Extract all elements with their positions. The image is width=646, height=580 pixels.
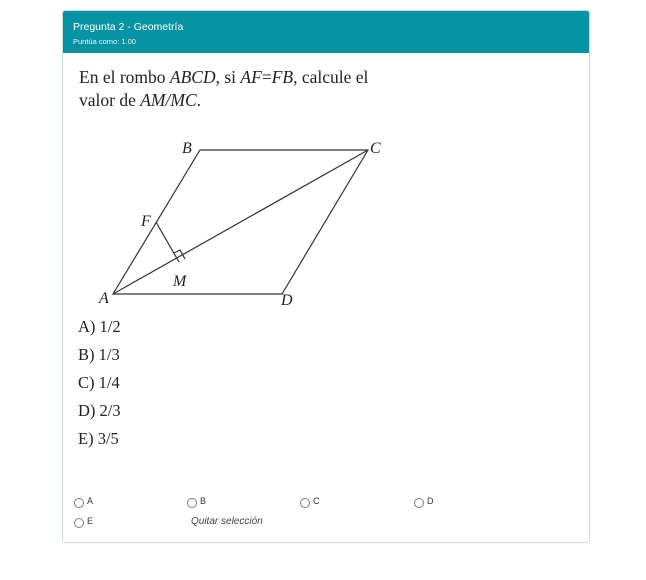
radio-e[interactable] bbox=[74, 518, 84, 528]
segment-fm bbox=[156, 222, 179, 262]
radio-label-a[interactable]: A bbox=[87, 496, 94, 506]
problem-text: En el rombo bbox=[79, 67, 170, 87]
vertex-label-f: F bbox=[141, 213, 151, 230]
problem-ratio: AM/MC bbox=[140, 90, 197, 110]
vertex-label-b: B bbox=[182, 140, 192, 157]
rhombus-figure bbox=[93, 133, 413, 323]
problem-segment-af: AF bbox=[240, 67, 262, 87]
vertex-label-c: C bbox=[370, 140, 381, 157]
answer-e[interactable] bbox=[74, 518, 93, 528]
radio-label-b[interactable]: B bbox=[200, 496, 207, 506]
problem-text: . bbox=[196, 90, 201, 110]
question-title: Pregunta 2 - Geometría bbox=[73, 21, 184, 33]
problem-statement bbox=[79, 66, 459, 112]
option-e: E) 3/5 bbox=[78, 429, 119, 448]
question-score: Puntúa como: 1.00 bbox=[73, 37, 136, 46]
answer-a[interactable] bbox=[74, 498, 93, 508]
radio-label-e[interactable]: E bbox=[87, 516, 94, 526]
problem-segment-fb: FB bbox=[271, 67, 294, 87]
radio-c[interactable] bbox=[300, 498, 310, 508]
problem-equals: = bbox=[261, 67, 272, 87]
option-a: A) 1/2 bbox=[78, 317, 121, 336]
diagonal-ac bbox=[113, 150, 368, 294]
radio-a[interactable] bbox=[74, 498, 84, 508]
point-label-m: M bbox=[173, 273, 187, 290]
option-b: B) 1/3 bbox=[78, 345, 120, 364]
problem-rhombus-name: ABCD bbox=[169, 67, 216, 87]
clear-selection-link[interactable]: Quitar selección bbox=[191, 516, 263, 527]
option-c: C) 1/4 bbox=[78, 373, 120, 392]
vertex-label-a: A bbox=[99, 290, 109, 307]
radio-label-d[interactable]: D bbox=[427, 496, 434, 506]
problem-text: , calcule el bbox=[293, 67, 369, 87]
vertex-label-d: D bbox=[281, 292, 293, 309]
problem-text: , si bbox=[215, 67, 241, 87]
answer-c[interactable] bbox=[300, 498, 320, 508]
problem-text: valor de bbox=[79, 90, 141, 110]
question-header bbox=[63, 11, 589, 53]
answer-d[interactable] bbox=[414, 498, 434, 508]
option-d: D) 2/3 bbox=[78, 401, 121, 420]
question-card bbox=[62, 10, 590, 543]
radio-b[interactable] bbox=[187, 498, 197, 508]
radio-d[interactable] bbox=[414, 498, 424, 508]
radio-label-c[interactable]: C bbox=[313, 496, 320, 506]
answer-b[interactable] bbox=[187, 498, 206, 508]
